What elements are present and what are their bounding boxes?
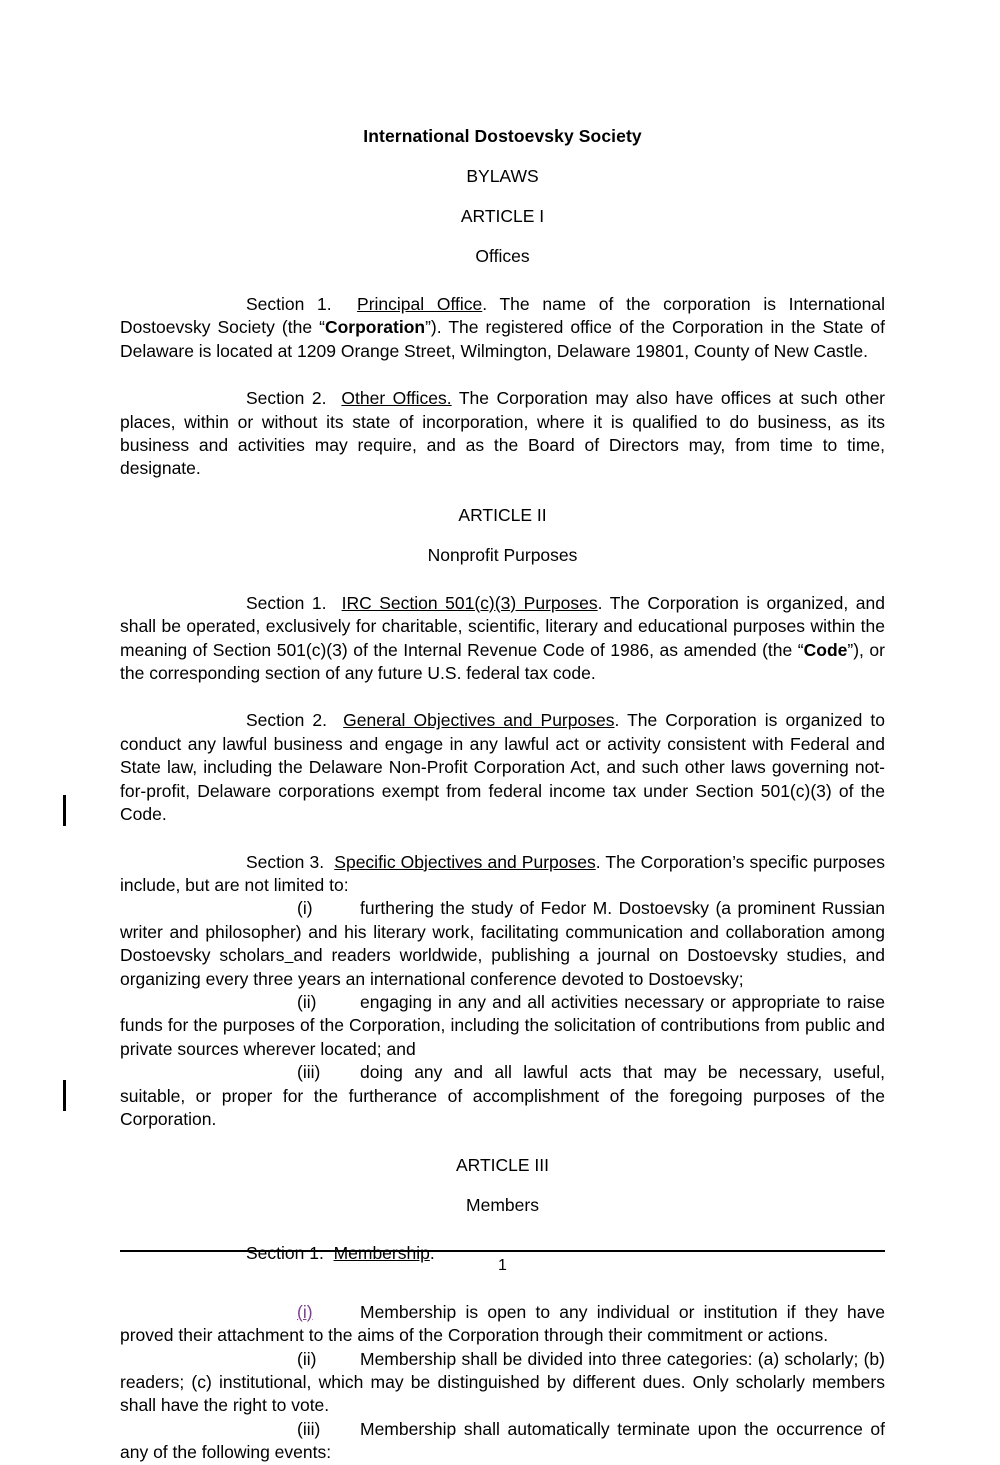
list-numeral: (ii): [297, 991, 317, 1012]
article-3-subheading: Members: [466, 1195, 539, 1216]
revision-change-bar-2: [63, 1080, 66, 1111]
article-1-heading: ARTICLE I: [460, 206, 545, 226]
list-item-text: Membership shall be divided into three categories: (a) scholarly; (b) readers; (c) institutional, which may be distinguished by different dues. Only scholarly members shall have the right to vote.: [120, 1348, 885, 1416]
section-title: Other Offices.: [341, 388, 452, 409]
article-2-section-3-item-i: [120, 897, 885, 991]
defined-term-code: Code: [803, 639, 848, 660]
section-text: . The Corporation’s specific purposes include, but are not limited to:: [120, 851, 885, 895]
section-text-2: ”). The registered office of the Corporation in the State of Delaware is located at 1209 Orange Street, Wilmington, Delaware 19801, County of New Castle.: [120, 317, 885, 361]
document-title: International Dostoevsky Society: [363, 126, 642, 146]
section-label: Section 1.: [246, 1243, 324, 1264]
section-label: Section 1.: [246, 592, 327, 613]
list-numeral: (iii): [297, 1418, 321, 1439]
defined-term-corporation: Corporation: [324, 317, 426, 338]
section-title-trailing: .: [429, 1243, 435, 1264]
article-2-section-2-paragraph: [120, 709, 885, 826]
list-item-text-before: furthering the study of Fedor M. Dostoevsky (a prominent Russian writer and philosopher) and his literary work, facilitating communication and collaboration among Dostoevsky scholars: [120, 898, 885, 966]
article-2-section-3-paragraph: [120, 851, 885, 898]
section-title-trailing: .: [482, 294, 488, 314]
section-title: Membership: [333, 1243, 430, 1264]
section-text-2: ”), or the corresponding section of any future U.S. federal tax code.: [120, 639, 885, 684]
article-1-subheading: Offices: [475, 246, 530, 266]
list-item-text-after: and readers worldwide, publishing a journal on Dostoevsky studies, and organizing every three years an international conference devoted to Dostoevsky;: [120, 945, 885, 989]
revision-change-bar-1: [63, 795, 66, 826]
article-2-heading: ARTICLE II: [458, 504, 547, 525]
list-item-text: Membership is open to any individual or institution if they have proved their attachment to the aims of the Corporation through their commitment or actions.: [120, 1301, 885, 1346]
section-text-1: The name of the corporation is International Dostoevsky Society (the “: [120, 294, 885, 338]
list-numeral-inserted: (i): [297, 1301, 313, 1322]
section-text: The Corporation may also have offices at such other places, within or without its state of incorporation, where it is qualified to do business, as its business and activities may require, and as the Board of Directors may, from time to time, designate.: [120, 388, 886, 479]
section-label: Section 3.: [246, 851, 325, 872]
article-1-section-1-paragraph: [120, 293, 885, 363]
footer-divider: [120, 1250, 885, 1252]
article-3-section-1-item-iii: [120, 1418, 885, 1465]
page-number: 1: [498, 1257, 507, 1274]
article-3-section-1-item-i: [120, 1301, 885, 1348]
section-text-1: . The Corporation is organized, and shall be operated, exclusively for charitable, scientific, literary and educational purposes within the meaning of Section 501(c)(3) of the Internal Revenue Code of 1986, as amended (the “: [120, 592, 885, 660]
article-2-section-3-item-iii: [120, 1061, 885, 1131]
section-label: Section 1.: [246, 294, 332, 314]
article-2-subheading: Nonprofit Purposes: [427, 544, 578, 565]
article-3-heading: ARTICLE III: [455, 1155, 550, 1176]
list-numeral: (ii): [297, 1348, 317, 1369]
document-subtitle: BYLAWS: [466, 166, 539, 186]
section-title: Specific Objectives and Purposes: [334, 851, 596, 872]
section-title: Principal Office: [357, 294, 483, 314]
list-item-text: engaging in any and all activities necessary or appropriate to raise funds for the purposes of the Corporation, including the solicitation of contributions from public and private sources wherever located; and: [120, 991, 885, 1059]
section-title: General Objectives and Purposes: [343, 710, 615, 731]
section-title: IRC Section 501(c)(3) Purposes: [341, 592, 598, 613]
section-label: Section 2.: [246, 388, 327, 409]
article-3-section-1-item-ii: [120, 1348, 885, 1418]
article-2-section-1-paragraph: [120, 592, 885, 686]
article-1-section-2-paragraph: [120, 387, 885, 481]
list-item-text: Membership shall automatically terminate upon the occurrence of any of the following events:: [120, 1418, 885, 1463]
section-label: Section 2.: [246, 710, 328, 731]
article-2-section-3-item-ii: [120, 991, 885, 1061]
list-numeral: (iii): [297, 1062, 321, 1083]
list-numeral: (i): [297, 898, 313, 919]
section-text: . The Corporation is organized to conduct any lawful business and engage in any lawful act or activity consistent with Federal and State law, including the Delaware Non-Profit Corporation Act, and such other laws governing not-for-profit, Delaware corporations exempt from federal income tax under Section 501(c)(3) of the Code.: [120, 710, 886, 825]
list-item-text: doing any and all lawful acts that may be necessary, useful, suitable, or proper for the furtherance of accomplishment of the foregoing purposes of the Corporation.: [120, 1062, 885, 1129]
